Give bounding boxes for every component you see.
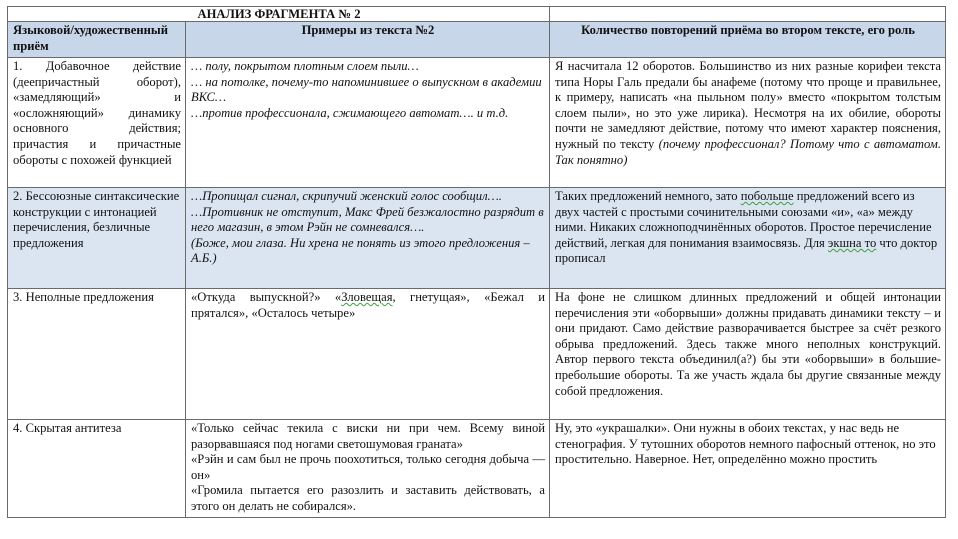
examples-cell [186,289,550,420]
role-cell [550,188,946,289]
role-cell [550,58,946,188]
header-examples: Примеры из текста №2 [186,22,550,58]
device-cell: 4. Скрытая антитеза [8,420,186,518]
role-text: что доктор прописал [555,235,938,266]
header-device: Языковой/художественный приём [8,22,186,58]
example-line: … полу, покрытом плотным слоем пыли… [191,59,419,73]
role-text: Таких предложений немного, зато [555,189,741,203]
device-cell: 1. Добавочное действие (деепричастный оборот), «замедляющий» и «осложняющий» динамику основного действия; причастия и причастные обороты с похожей функцией [8,58,186,188]
example-line: «Рэйн и сам был не прочь поохотиться, только сегодня добыча — он» [191,452,545,482]
example-text: , гнетущая», «Бежал и прятался», «Осталось четыре» [191,290,545,320]
examples-cell [186,420,550,518]
role-cell: На фоне не слишком длинных предложений и общей интонации перечисления эти «оборвыши» должны придавать динамики тексту – и они придают. Само действие разворачивается быстрее за счёт резкого обрыва предложений. Здесь также много неполных конструкций. Автор первого текста объединил(а?) бы эти «оборвыши» в большие-пребольшие обороты. Та же участь ждала бы другие связанные между собой предложения. [550,289,946,420]
device-cell: 3. Неполные предложения [8,289,186,420]
table-row [8,188,946,289]
table-title: АНАЛИЗ ФРАГМЕНТА № 2 [8,7,550,22]
example-line: …против профессионала, сжимающего автомат…. и т.д. [191,105,509,120]
header-role: Количество повторений приёма во втором тексте, его роль [550,22,946,58]
role-cell: Ну, это «украшалки». Они нужны в обоих текстах, у нас ведь не стенография. У тутошних оборотов немного пафосный оттенок, но это простительно. Наверное. Нет, определённо можно простить [550,420,946,518]
table-row [8,420,946,518]
grammar-flag-word[interactable]: Зловещая [341,290,393,304]
table-header-row [8,22,946,58]
table-title-row [8,7,946,22]
example-line: (Боже, мои глаза. Ни хрена не понять из этого предложения – А.Б.) [191,235,530,266]
example-line: «Громила пытается его разозлить и заставить действовать, а этого он делать не собирался». [191,483,545,513]
analysis-table-container [7,6,945,518]
grammar-flag-word[interactable]: побольше [740,189,794,203]
role-text: предложений всего из двух частей с простыми сочинительными союзами «и», «а» между ними. Никаких сложноподчинённых оборотов. Простое перечисление действий, легкая для понимания взаимосвязь. Для [555,189,932,250]
example-line: …Противник не отступит, Макс Фрей безжалостно разрядит в него магазин, в этом Рэйн не сомневался…. [191,204,544,235]
device-cell: 2. Бессоюзные синтаксические конструкции с интонацией перечисления, безличные предложения [8,188,186,289]
grammar-flag-word[interactable]: экшна то [827,235,877,250]
table-row [8,58,946,188]
examples-cell [186,188,550,289]
table-row [8,289,946,420]
role-text: Я насчитала 12 оборотов. Большинство из них разные корифеи текста типа Норы Галь предали бы анафеме (потому что проще и правильнее, к примеру, написать «на пыльном полу» вместо «покрытом толстым слоем пыли», но это уже лирика). Несмотря на их обилие, обороты почти не замедляют действие, потому что имеют характер пояснения, нужный по тексту [555,59,941,151]
examples-cell [186,58,550,188]
example-line: … на потолке, почему-то напоминившее о выпускном в академии ВКС… [191,74,542,105]
table-title-empty-cell [550,7,946,22]
example-line: …Пропищал сигнал, скрипучий женский голос сообщил…. [191,189,502,203]
analysis-table [7,6,946,518]
role-text-italic: (почему профессионал? Потому что с автоматом. Так понятно) [555,136,941,167]
example-line: «Только сейчас текила с виски ни при чем. Всему виной разорвавшаяся под ногами светошумовая граната» [191,421,545,451]
example-text: «Откуда выпускной?» « [191,290,342,304]
